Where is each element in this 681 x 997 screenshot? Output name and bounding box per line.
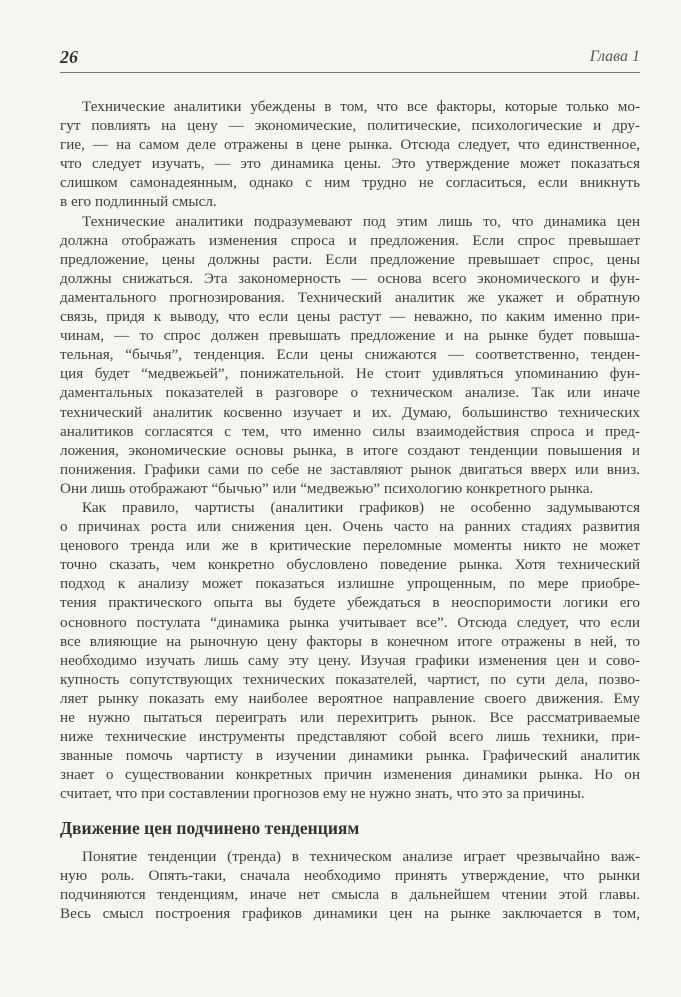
text-line: тения практического опыта вы будете убеждаться в неоспоримости логики его [60,594,640,612]
text-line: связь, придя к выводу, что если цены растут — неважно, по каким именно при- [60,308,640,326]
text-line: ложения, экономические основы рынка, в итоге создают тенденции повышения и [60,441,640,459]
text-line: ниже технические инструменты представляют собой всего лишь техники, при- [60,728,640,746]
text-line: гие, — на самом деле отражены в цене рынка. Отсюда следует, что единственное, [60,136,640,154]
text-line: ция будет “медвежьей”, понижательной. Не стоит удивляться упоминанию фун- [60,365,640,383]
text-line: не нужно пытаться переиграть или перехитрить рынок. Все рассматриваемые [60,709,640,726]
section-paragraph [60,847,640,923]
text-line: Понятие тенденции (тренда) в техническом анализе играет чрезвычайно важ- [82,848,640,865]
chapter-label: Глава 1 [589,48,640,65]
text-line: подход к анализу может показаться излишне упрощенным, по мере приобре- [60,575,640,593]
section-heading: Движение цен подчинено тенденциям [60,818,360,838]
text-line: Весь смысл построения графиков динамики цен на рынке заключается в том, [60,905,640,923]
text-line: ную роль. Опять-таки, сначала необходимо принять утверждение, что рынки [60,867,640,885]
text-line: основного постулата “динамика рынка учитывает все”. Отсюда следует, что если [60,613,640,631]
paragraph [60,498,640,804]
text-line: даментальных показателей в разговоре о техническом анализе. Так или иначе [60,384,640,402]
text-line: слишком самонадеянным, однако с ним трудно не согласиться, если вникнуть [60,174,640,192]
text-line: предложение, цены должны расти. Если предложение превышает спрос, цены [60,250,640,268]
text-line: гут повлиять на цену — экономические, политические, психологические и дру- [60,117,640,135]
text-line: даментального прогнозирования. Технический аналитик же укажет и обратную [60,288,640,306]
text-line: технический аналитик косвенно изучает и их. Думаю, большинство технических [60,403,640,421]
text-line: купность сопутствующих технических показателей, чартист, по сути дела, позво- [60,670,640,688]
header-rule [60,72,640,73]
text-line: точно сказать, чем конкретно обусловлено поведение рынка. Хотя технический [60,556,640,574]
paragraph [60,97,640,212]
text-line: ценового тренда или же в критические переломные моменты никто не может [60,537,640,555]
page-number: 26 [60,47,78,67]
text-line: необходимо изучать лишь саму эту цену. Изучая графики изменения цен и сово- [60,651,640,669]
text-line: должны снижаться. Эта закономерность — основа всего экономического и фун- [60,269,640,287]
text-line: что следует изучать, — это динамика цены. Это утверждение может показаться [60,155,640,173]
text-line: считает, что при составлении прогнозов ему не нужно знать, что это за причины. [60,785,585,803]
text-line: о причинах роста или снижения цен. Очень часто на ранних стадиях развития [60,518,640,536]
text-line: все влияющие на рыночную цену факторы в конечном итоге отражены в ней, то [60,632,640,650]
text-line: Технические аналитики убеждены в том, что все факторы, которые только мо- [82,98,640,115]
text-line: понижения. Графики сами по себе не заставляют рынок двигаться вверх или вниз. [60,460,640,478]
text-line: званные помочь чартисту в изучении динамики рынка. Графический аналитик [60,747,640,765]
text-line: должна отображать изменения спроса и предложения. Если спрос превышает [60,231,640,249]
text-line: Технические аналитики подразумевают под этим лишь то, что динамика цен [82,212,640,230]
text-line: знает о существовании конкретных причин изменения динамики рынка. Но он [60,766,640,784]
text-line: Они лишь отображают “бычью” или “медвежью” психологию конкретного рынка. [60,479,594,497]
text-line: чинам, — то спрос должен превышать предложение и на рынке будет повыша- [60,327,640,345]
body-text [60,97,640,803]
text-line: подчиняются тенденциям, иначе нет смысла в дальнейшем чтении этой главы. [60,886,640,904]
paragraph [60,212,640,498]
text-line: тельная, “бычья”, тенденция. Если цены снижаются — соответственно, тенден- [60,346,640,364]
text-line: ляет рынку показать ему наиболее вероятное направление своего движения. Ему [60,689,640,707]
running-header [60,47,640,69]
text-line: аналитиков согласятся с тем, что именно силы взаимодействия спроса и пред- [60,422,640,440]
text-line: в его подлинный смысл. [60,193,217,211]
text-line: Как правило, чартисты (аналитики графиков) не особенно задумываются [82,498,640,516]
